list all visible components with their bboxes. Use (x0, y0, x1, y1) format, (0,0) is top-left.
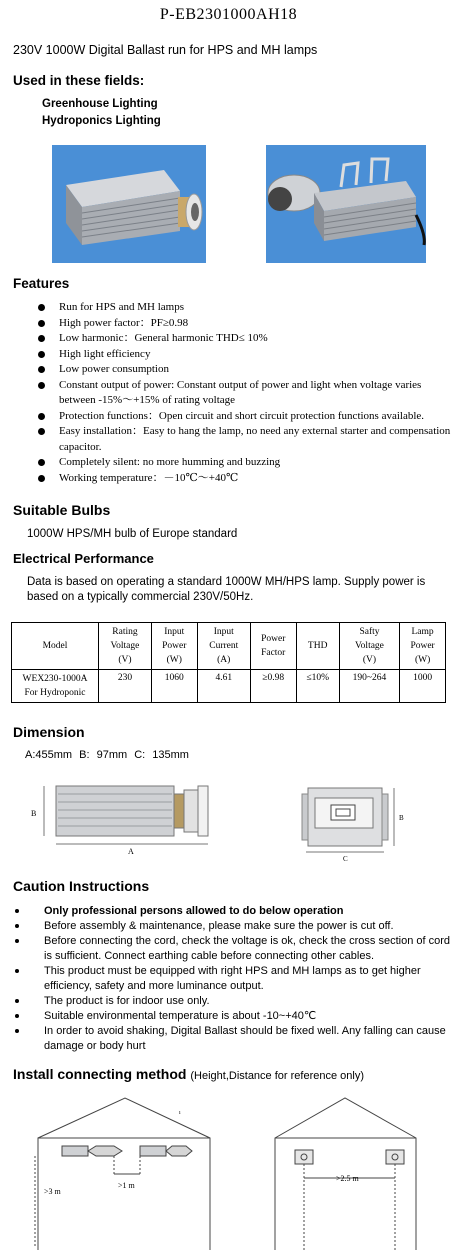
header-model (12, 623, 99, 670)
caution-item: Suitable environmental temperature is about -10~+40℃ (14, 1009, 454, 1024)
height-label: >3 m (44, 1187, 61, 1196)
feature-item: Protection functions：Open circuit and short circuit protection functions available. (36, 409, 456, 425)
field-greenhouse: Greenhouse Lighting (42, 98, 158, 110)
caution-list (14, 904, 454, 1054)
cell-model (12, 670, 99, 703)
header-text: Power (162, 641, 187, 651)
caution-item: The product is for indoor use only. (14, 994, 454, 1009)
feature-item: Easy installation：Easy to hang the lamp, no need any external starter and compensation capacitor. (36, 424, 456, 455)
caution-item: This product must be equipped with right HPS and MH lamps as to get higher efficiency, safety and more luminance output. (14, 964, 454, 994)
feature-item: Run for HPS and MH lamps (36, 300, 456, 316)
dimension-heading: Dimension (13, 724, 85, 740)
feature-item: High power factor：PF≥0.98 (36, 316, 456, 332)
install-diagram-hanging (35, 1098, 210, 1250)
header-text: (V) (118, 655, 132, 665)
header-safety-voltage (339, 623, 399, 670)
caution-item: Before assembly & maintenance, please make sure the power is cut off. (14, 919, 454, 934)
electrical-description: Data is based on operating a standard 1000W MH/HPS lamp. Supply power is based on a typically commercial 230V/50Hz. (27, 576, 426, 603)
header-text: (W) (414, 655, 431, 665)
dim-label-b-side: B (31, 809, 37, 818)
used-fields-heading: Used in these fields: (13, 73, 145, 88)
side-view-drawing (44, 786, 208, 844)
bulbs-heading: Suitable Bulbs (13, 502, 111, 518)
header-text: Power (261, 634, 286, 644)
feature-item: Constant output of power: Constant output of power and light when voltage varies between -15%～+15% of rating voltage (36, 378, 456, 409)
cell-thd: ≤10% (296, 670, 339, 703)
header-text: (A) (217, 655, 231, 665)
cell-safety-voltage: 190~264 (339, 670, 399, 703)
dim-label-a: A (128, 847, 134, 856)
header-text: (W) (166, 655, 182, 665)
features-heading: Features (13, 276, 70, 291)
header-text: Current (209, 641, 239, 651)
dimension-drawings (0, 772, 457, 862)
header-text: Lamp (411, 627, 434, 637)
dim-label-c: C (343, 855, 348, 862)
install-diagrams (0, 1090, 457, 1251)
table-row (12, 670, 446, 703)
header-text: THD (307, 641, 328, 651)
header-text: Voltage (355, 641, 384, 651)
install-heading (13, 1066, 364, 1082)
feature-item: Completely silent: no more humming and buzzing (36, 455, 456, 471)
cell-text: For Hydroponic (24, 688, 86, 698)
header-text: Input (164, 627, 185, 637)
install-heading-text: Install connecting method (13, 1066, 187, 1082)
bulbs-text: 1000W HPS/MH bulb of Europe standard (27, 528, 238, 540)
header-text: Safty (359, 627, 380, 637)
header-text: Voltage (110, 641, 140, 651)
header-text: Factor (261, 648, 286, 658)
cell-power-factor: ≥0.98 (250, 670, 296, 703)
electrical-heading: Electrical Performance (13, 551, 154, 566)
caution-heading: Caution Instructions (13, 878, 150, 894)
product-code-title: P-EB2301000AH18 (159, 6, 298, 23)
front-view-drawing (302, 788, 394, 852)
electrical-spec-table (11, 622, 446, 703)
cell-input-current: 4.61 (197, 670, 250, 703)
header-input-power (151, 623, 197, 670)
header-lamp-power (400, 623, 446, 670)
dim-label-b-front: B (399, 814, 404, 822)
field-hydroponics: Hydroponics Lighting (42, 115, 161, 127)
cell-input-power: 1060 (151, 670, 197, 703)
feature-item: High light efficiency (36, 347, 456, 363)
roof-mark: ı (179, 1110, 181, 1116)
header-text: Model (42, 641, 68, 651)
header-text: (V) (362, 655, 377, 665)
cell-text: WEX230-1000A (22, 674, 88, 684)
lamp-spacing-label: >1 m (118, 1181, 135, 1190)
distance-label: >2.5 m (336, 1174, 359, 1183)
feature-item: Low power consumption (36, 362, 456, 378)
cell-rating-voltage: 230 (99, 670, 152, 703)
feature-item: Low harmonic：General harmonic THD≤ 10% (36, 331, 456, 347)
cell-lamp-power: 1000 (400, 670, 446, 703)
header-input-current (197, 623, 250, 670)
dimension-values: A:455mm B: 97mm C: 135mm (25, 749, 189, 761)
product-subtitle: 230V 1000W Digital Ballast run for HPS and MH lamps (13, 43, 318, 57)
feature-item: Working temperature：－10℃～+40℃ (36, 471, 456, 487)
features-list (36, 300, 456, 486)
ballast-photo (52, 145, 206, 263)
install-heading-note: (Height,Distance for reference only) (190, 1070, 364, 1082)
table-header-row (12, 623, 446, 670)
header-rating-voltage (99, 623, 152, 670)
header-text: Input (213, 627, 234, 637)
header-power-factor (250, 623, 296, 670)
caution-item: Only professional persons allowed to do below operation (14, 904, 454, 919)
header-text: Power (410, 641, 435, 651)
caution-item: Before connecting the cord, check the voltage is ok, check the cross section of cord is sufficient. Connect earthing cable before connecting other cables. (14, 934, 454, 964)
header-text: Rating (112, 627, 138, 637)
header-thd (296, 623, 339, 670)
caution-item: In order to avoid shaking, Digital Ballast should be fixed well. Any falling can cause damage or body hurt (14, 1024, 454, 1054)
ballast-with-reflector-photo (266, 145, 426, 263)
